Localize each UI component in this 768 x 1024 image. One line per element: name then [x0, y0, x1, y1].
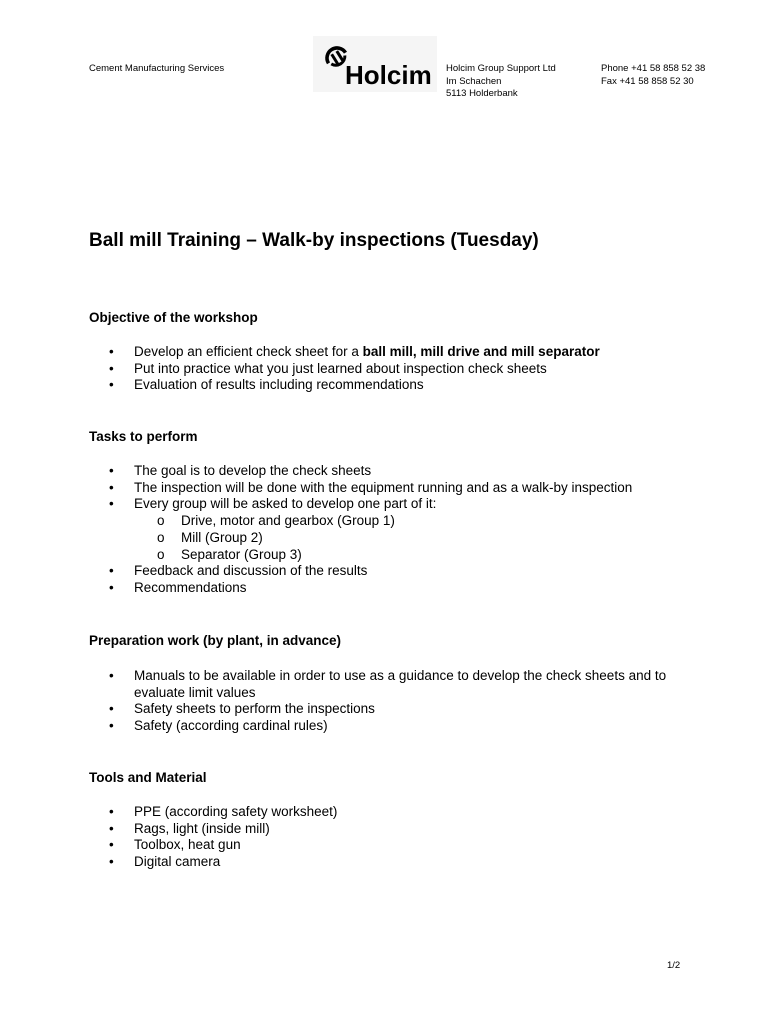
page-number: 1/2	[667, 960, 681, 971]
holcim-logo	[313, 36, 437, 92]
tasks-list	[0, 463, 690, 597]
header-division: Cement Manufacturing Services	[89, 63, 225, 74]
preparation-list	[0, 668, 690, 735]
list-item	[0, 496, 690, 563]
list-item: • Rags, light (inside mill)	[0, 821, 690, 838]
list-item: • Manuals to be available in order to use as a guidance to develop the check sheets and to evaluate limit values	[0, 668, 690, 701]
sublist-item: o Drive, motor and gearbox (Group 1)	[134, 513, 690, 530]
fax-number: Fax +41 58 858 52 30	[601, 75, 694, 87]
list-item-text: Every group will be asked to develop one part of it:	[134, 496, 437, 512]
list-item: • Safety (according cardinal rules)	[0, 718, 690, 735]
list-item: • Safety sheets to perform the inspections	[0, 701, 690, 718]
group-sublist	[134, 513, 690, 563]
list-item: • Digital camera	[0, 854, 690, 871]
document-title: Ball mill Training – Walk-by inspections (Tuesday)	[89, 230, 539, 251]
phone-number: Phone +41 58 858 52 38	[601, 63, 706, 74]
section-heading-tools: Tools and Material	[89, 770, 207, 785]
company-address	[446, 63, 556, 101]
address-line: Im Schachen	[446, 75, 502, 87]
list-item: • The goal is to develop the check sheets	[0, 463, 690, 480]
sublist-item: o Mill (Group 2)	[134, 530, 690, 547]
tools-list	[0, 804, 690, 871]
section-heading-tasks: Tasks to perform	[89, 429, 198, 444]
list-item: • Feedback and discussion of the results	[0, 563, 690, 580]
list-item: • Toolbox, heat gun	[0, 837, 690, 854]
address-line: Holcim Group Support Ltd	[446, 63, 556, 74]
list-item: • Put into practice what you just learned about inspection check sheets	[0, 361, 690, 378]
svg-text:Holcim: Holcim	[345, 60, 432, 90]
section-heading-objective: Objective of the workshop	[89, 310, 258, 325]
list-item: • Evaluation of results including recommendations	[0, 377, 690, 394]
section-heading-preparation: Preparation work (by plant, in advance)	[89, 633, 342, 648]
address-line: 5113 Holderbank	[446, 88, 518, 99]
list-item-bold-text: ball mill, mill drive and mill separator	[362, 344, 600, 359]
sublist-item: o Separator (Group 3)	[134, 547, 690, 564]
list-item: • Recommendations	[0, 580, 690, 597]
list-item	[0, 344, 690, 361]
objective-list	[0, 344, 690, 394]
list-item-text: Develop an efficient check sheet for a	[134, 344, 363, 359]
list-item: • The inspection will be done with the equipment running and as a walk-by inspection	[0, 480, 690, 497]
list-item: • PPE (according safety worksheet)	[0, 804, 690, 821]
contact-info	[601, 63, 705, 88]
